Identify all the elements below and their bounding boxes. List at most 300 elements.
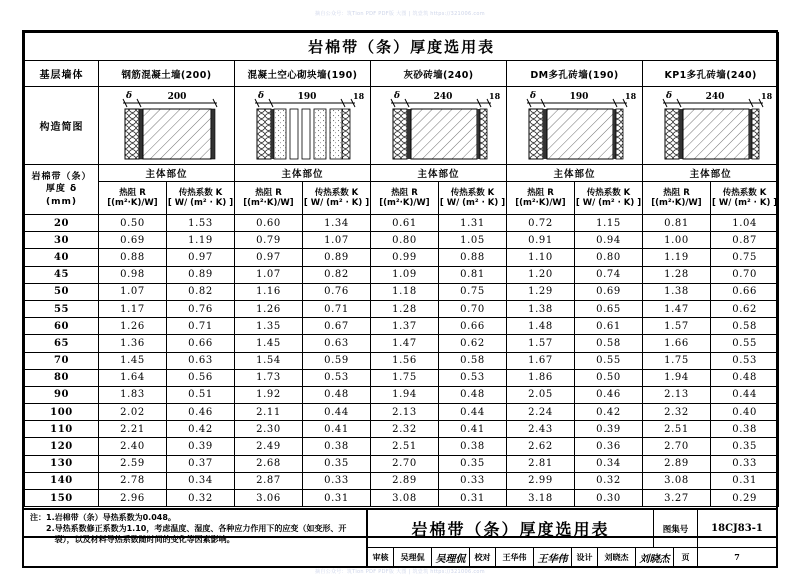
review-label: 审核 (368, 548, 394, 566)
section-label-2: 主体部位 (235, 165, 371, 182)
heat-transfer-coefficient-value: 0.46 (167, 404, 235, 421)
k-label-2: 传热系数 K (314, 187, 359, 198)
thickness-value: 80 (25, 369, 99, 386)
r-label-1: 热阻 R (119, 187, 146, 198)
thickness-value: 130 (25, 455, 99, 472)
section-label-5: 主体部位 (643, 165, 779, 182)
k-label-3: 传热系数 K (450, 187, 495, 198)
thermal-resistance-value: 0.99 (371, 249, 439, 266)
thermal-resistance-value: 2.02 (99, 404, 167, 421)
heat-transfer-coefficient-value: 0.67 (303, 318, 371, 335)
signature-row (368, 548, 776, 566)
thermal-resistance-value: 0.60 (235, 215, 303, 232)
thickness-value: 70 (25, 352, 99, 369)
heat-transfer-coefficient-value: 0.56 (167, 369, 235, 386)
thermal-resistance-value: 2.51 (371, 438, 439, 455)
heat-transfer-coefficient-value: 0.65 (575, 300, 643, 317)
k-label-4: 传热系数 K (586, 187, 631, 198)
table-row (25, 438, 779, 455)
selection-table (24, 32, 779, 507)
thermal-resistance-value: 2.13 (371, 404, 439, 421)
heat-transfer-coefficient-value: 0.31 (303, 490, 371, 507)
heat-transfer-coefficient-value: 0.48 (439, 386, 507, 403)
r-header-2 (235, 182, 303, 215)
diagram-kp1-perforated-brick-wall (643, 87, 779, 165)
diagram-lime-sand-brick-wall (371, 87, 507, 165)
thickness-value: 30 (25, 232, 99, 249)
heat-transfer-coefficient-value: 0.35 (439, 455, 507, 472)
heat-transfer-coefficient-value: 0.53 (303, 369, 371, 386)
heat-transfer-coefficient-value: 1.34 (303, 215, 371, 232)
heat-transfer-coefficient-value: 0.39 (575, 421, 643, 438)
heat-transfer-coefficient-value: 0.59 (303, 352, 371, 369)
thickness-label-3: (mm) (46, 196, 77, 207)
thermal-resistance-value: 2.13 (643, 386, 711, 403)
heat-transfer-coefficient-value: 0.36 (575, 438, 643, 455)
thermal-resistance-value: 1.07 (99, 283, 167, 300)
heat-transfer-coefficient-value: 0.81 (439, 266, 507, 283)
thermal-resistance-value: 2.32 (371, 421, 439, 438)
thermal-resistance-value: 2.81 (507, 455, 575, 472)
title-block-title: 岩棉带（条）厚度选用表 (368, 510, 654, 547)
heat-transfer-coefficient-value: 0.41 (303, 421, 371, 438)
diagram-svg-1 (101, 89, 233, 163)
heat-transfer-coefficient-value: 0.44 (711, 386, 779, 403)
thermal-resistance-value: 2.05 (507, 386, 575, 403)
r-label-3: 热阻 R (391, 187, 418, 198)
thermal-resistance-value: 0.61 (371, 215, 439, 232)
heat-transfer-coefficient-value: 0.34 (167, 472, 235, 489)
heat-transfer-coefficient-value: 0.38 (439, 438, 507, 455)
thermal-resistance-value: 1.48 (507, 318, 575, 335)
section-label-1: 主体部位 (99, 165, 235, 182)
heat-transfer-coefficient-value: 0.55 (575, 352, 643, 369)
base-wall-label: 基层墙体 (25, 61, 99, 87)
thermal-resistance-value: 1.37 (371, 318, 439, 335)
thermal-resistance-value: 1.86 (507, 369, 575, 386)
r-label-4: 热阻 R (527, 187, 554, 198)
thermal-resistance-value: 1.83 (99, 386, 167, 403)
table-row (25, 318, 779, 335)
r-unit-5: [(m²·K)/W] (651, 198, 702, 208)
thermal-resistance-value: 1.09 (371, 266, 439, 283)
k-header-1 (167, 182, 235, 215)
thermal-resistance-value: 1.28 (643, 266, 711, 283)
dim-extra-3: 18 (488, 90, 500, 101)
review-name: 吴理侃 (394, 548, 432, 566)
table-row (25, 232, 779, 249)
watermark-top: 摘自公众号：筑Tion PDF PDF版 大图 | 筑壹筑 https://321006.com (315, 11, 485, 17)
k-header-4 (575, 182, 643, 215)
page-title: 岩棉带（条）厚度选用表 (25, 33, 779, 61)
heat-transfer-coefficient-value: 0.42 (575, 404, 643, 421)
k-unit-4: [ W/ (m² · K) ] (575, 198, 642, 208)
thermal-resistance-value: 1.38 (507, 300, 575, 317)
heat-transfer-coefficient-value: 0.76 (167, 300, 235, 317)
thermal-resistance-value: 3.18 (507, 490, 575, 507)
thickness-value: 65 (25, 335, 99, 352)
dim-main-1: 200 (167, 91, 186, 102)
r-header-1 (99, 182, 167, 215)
thickness-header-cell (25, 165, 99, 215)
k-unit-2: [ W/ (m² · K) ] (303, 198, 370, 208)
heat-transfer-coefficient-value: 0.94 (575, 232, 643, 249)
k-label-1: 传热系数 K (178, 187, 223, 198)
heat-transfer-coefficient-value: 0.34 (575, 455, 643, 472)
heat-transfer-coefficient-value: 0.33 (711, 455, 779, 472)
heat-transfer-coefficient-value: 1.19 (167, 232, 235, 249)
thermal-resistance-value: 1.45 (99, 352, 167, 369)
r-label-5: 热阻 R (663, 187, 690, 198)
thermal-resistance-value: 1.17 (99, 300, 167, 317)
title-block-main (368, 510, 776, 548)
heat-transfer-coefficient-value: 1.07 (303, 232, 371, 249)
heat-transfer-coefficient-value: 0.61 (575, 318, 643, 335)
heat-transfer-coefficient-value: 0.69 (575, 283, 643, 300)
r-unit-3: [(m²·K)/W] (379, 198, 430, 208)
thermal-resistance-value: 2.62 (507, 438, 575, 455)
heat-transfer-coefficient-value: 0.71 (303, 300, 371, 317)
thermal-resistance-value: 2.24 (507, 404, 575, 421)
thermal-resistance-value: 0.72 (507, 215, 575, 232)
thickness-value: 110 (25, 421, 99, 438)
heat-transfer-coefficient-value: 0.88 (439, 249, 507, 266)
heat-transfer-coefficient-value: 0.82 (167, 283, 235, 300)
proofread-label: 校对 (470, 548, 496, 566)
thermal-resistance-value: 0.81 (643, 215, 711, 232)
thermal-resistance-value: 2.99 (507, 472, 575, 489)
table-row (25, 249, 779, 266)
heat-transfer-coefficient-value: 0.62 (711, 300, 779, 317)
dim-extra-2: 18 (352, 90, 364, 101)
heat-transfer-coefficient-value: 0.89 (303, 249, 371, 266)
thermal-resistance-value: 1.26 (235, 300, 303, 317)
heat-transfer-coefficient-value: 0.70 (439, 300, 507, 317)
atlas-number-label: 图集号 (654, 510, 698, 547)
dim-main-3: 240 (433, 91, 452, 102)
thermal-resistance-value: 1.57 (643, 318, 711, 335)
heat-transfer-coefficient-value: 0.32 (575, 472, 643, 489)
r-unit-2: [(m²·K)/W] (243, 198, 294, 208)
heat-transfer-coefficient-value: 0.75 (439, 283, 507, 300)
thermal-resistance-value: 1.75 (643, 352, 711, 369)
thermal-resistance-value: 1.66 (643, 335, 711, 352)
thickness-value: 45 (25, 266, 99, 283)
heat-transfer-coefficient-value: 0.70 (711, 266, 779, 283)
wall-type-5: KP1多孔砖墙(240) (643, 61, 779, 87)
design-name: 刘晓杰 (598, 548, 636, 566)
drawing-frame (22, 30, 778, 538)
heat-transfer-coefficient-value: 0.51 (167, 386, 235, 403)
section-header-row (25, 165, 779, 182)
table-row (25, 215, 779, 232)
thermal-resistance-value: 1.16 (235, 283, 303, 300)
heat-transfer-coefficient-value: 0.32 (167, 490, 235, 507)
thermal-resistance-value: 2.78 (99, 472, 167, 489)
thermal-resistance-value: 3.08 (643, 472, 711, 489)
heat-transfer-coefficient-value: 0.58 (575, 335, 643, 352)
thermal-resistance-value: 2.70 (643, 438, 711, 455)
thermal-resistance-value: 0.80 (371, 232, 439, 249)
notes-heading: 注： (30, 513, 46, 522)
thickness-value: 50 (25, 283, 99, 300)
thermal-resistance-value: 2.49 (235, 438, 303, 455)
heat-transfer-coefficient-value: 0.87 (711, 232, 779, 249)
heat-transfer-coefficient-value: 0.53 (711, 352, 779, 369)
thermal-resistance-value: 1.29 (507, 283, 575, 300)
heat-transfer-coefficient-value: 0.66 (167, 335, 235, 352)
heat-transfer-coefficient-value: 0.38 (303, 438, 371, 455)
heat-transfer-coefficient-value: 0.76 (303, 283, 371, 300)
thermal-resistance-value: 2.11 (235, 404, 303, 421)
table-row (25, 369, 779, 386)
thermal-resistance-value: 1.67 (507, 352, 575, 369)
thermal-resistance-value: 1.36 (99, 335, 167, 352)
thermal-resistance-value: 3.27 (643, 490, 711, 507)
note-number-2: 2. (46, 523, 55, 533)
thermal-resistance-value: 1.75 (371, 369, 439, 386)
r-unit-1: [(m²·K)/W] (107, 198, 158, 208)
sheet-footer (22, 508, 778, 568)
note-item-2 (30, 524, 362, 546)
thermal-resistance-value: 2.87 (235, 472, 303, 489)
heat-transfer-coefficient-value: 0.50 (575, 369, 643, 386)
thermal-resistance-value: 2.32 (643, 404, 711, 421)
heat-transfer-coefficient-value: 0.33 (303, 472, 371, 489)
thermal-resistance-value: 1.47 (643, 300, 711, 317)
heat-transfer-coefficient-value: 0.29 (711, 490, 779, 507)
heat-transfer-coefficient-value: 0.44 (439, 404, 507, 421)
thickness-value: 120 (25, 438, 99, 455)
thermal-resistance-value: 1.47 (371, 335, 439, 352)
table-body (25, 215, 779, 507)
heat-transfer-coefficient-value: 0.40 (711, 404, 779, 421)
table-row (25, 490, 779, 507)
heat-transfer-coefficient-value: 1.05 (439, 232, 507, 249)
wall-type-1: 钢筋混凝土墙(200) (99, 61, 235, 87)
wall-type-4: DM多孔砖墙(190) (507, 61, 643, 87)
diagram-label: 构造简图 (25, 87, 99, 165)
thermal-resistance-value: 2.40 (99, 438, 167, 455)
thermal-resistance-value: 1.00 (643, 232, 711, 249)
diagram-row (25, 87, 779, 165)
thermal-resistance-value: 2.68 (235, 455, 303, 472)
diagram-svg-5 (645, 89, 777, 163)
thickness-value: 140 (25, 472, 99, 489)
table-row (25, 404, 779, 421)
k-unit-5: [ W/ (m² · K) ] (711, 198, 778, 208)
table-title-row (25, 33, 779, 61)
note-item-1 (30, 513, 362, 524)
thermal-resistance-value: 0.97 (235, 249, 303, 266)
dim-main-2: 190 (297, 91, 316, 102)
note-text-1: 岩棉带（条）导热系数为0.048。 (54, 513, 176, 522)
heat-transfer-coefficient-value: 0.63 (167, 352, 235, 369)
table-row (25, 472, 779, 489)
r-label-2: 热阻 R (255, 187, 282, 198)
thermal-resistance-value: 1.38 (643, 283, 711, 300)
thermal-resistance-value: 0.91 (507, 232, 575, 249)
heat-transfer-coefficient-value: 0.42 (167, 421, 235, 438)
dim-delta-5: δ (665, 90, 672, 101)
heat-transfer-coefficient-value: 0.62 (439, 335, 507, 352)
k-header-3 (439, 182, 507, 215)
k-unit-3: [ W/ (m² · K) ] (439, 198, 506, 208)
thermal-resistance-value: 1.07 (235, 266, 303, 283)
thermal-resistance-value: 1.28 (371, 300, 439, 317)
thermal-resistance-value: 0.88 (99, 249, 167, 266)
heat-transfer-coefficient-value: 0.80 (575, 249, 643, 266)
k-header-2 (303, 182, 371, 215)
thermal-resistance-value: 1.26 (99, 318, 167, 335)
table-row (25, 421, 779, 438)
heat-transfer-coefficient-value: 0.58 (711, 318, 779, 335)
table-row (25, 266, 779, 283)
dim-extra-5: 18 (760, 90, 772, 101)
thickness-value: 150 (25, 490, 99, 507)
thermal-resistance-value: 0.79 (235, 232, 303, 249)
heat-transfer-coefficient-value: 0.48 (711, 369, 779, 386)
heat-transfer-coefficient-value: 0.48 (303, 386, 371, 403)
heat-transfer-coefficient-value: 0.66 (711, 283, 779, 300)
thermal-resistance-value: 2.51 (643, 421, 711, 438)
r-header-4 (507, 182, 575, 215)
thermal-resistance-value: 1.19 (643, 249, 711, 266)
thermal-resistance-value: 0.98 (99, 266, 167, 283)
thermal-resistance-value: 1.18 (371, 283, 439, 300)
atlas-number-value: 18CJ83-1 (711, 523, 763, 534)
heat-transfer-coefficient-value: 1.04 (711, 215, 779, 232)
thickness-value: 100 (25, 404, 99, 421)
dim-delta-3: δ (393, 90, 400, 101)
thermal-resistance-value: 2.43 (507, 421, 575, 438)
table-row (25, 300, 779, 317)
thermal-resistance-value: 3.06 (235, 490, 303, 507)
notes-block (22, 508, 367, 568)
thermal-resistance-value: 1.54 (235, 352, 303, 369)
heat-transfer-coefficient-value: 0.35 (303, 455, 371, 472)
heat-transfer-coefficient-value: 0.38 (711, 421, 779, 438)
thermal-resistance-value: 2.96 (99, 490, 167, 507)
heat-transfer-coefficient-value: 0.71 (167, 318, 235, 335)
heat-transfer-coefficient-value: 0.46 (575, 386, 643, 403)
table-row (25, 335, 779, 352)
heat-transfer-coefficient-value: 0.30 (575, 490, 643, 507)
unit-header-row (25, 182, 779, 215)
thickness-value: 90 (25, 386, 99, 403)
thermal-resistance-value: 1.10 (507, 249, 575, 266)
proofread-name: 王华伟 (496, 548, 534, 566)
heat-transfer-coefficient-value: 0.82 (303, 266, 371, 283)
section-label-4: 主体部位 (507, 165, 643, 182)
k-unit-1: [ W/ (m² · K) ] (167, 198, 234, 208)
dim-main-4: 190 (569, 91, 588, 102)
thickness-value: 60 (25, 318, 99, 335)
dim-extra-4: 18 (624, 90, 636, 101)
thickness-value: 20 (25, 215, 99, 232)
page-value: 7 (734, 552, 740, 562)
table-row (25, 352, 779, 369)
heat-transfer-coefficient-value: 0.44 (303, 404, 371, 421)
review-signature: 吴理侃 (432, 548, 470, 566)
table-row (25, 283, 779, 300)
heat-transfer-coefficient-value: 0.75 (711, 249, 779, 266)
thermal-resistance-value: 2.70 (371, 455, 439, 472)
heat-transfer-coefficient-value: 0.53 (439, 369, 507, 386)
section-label-3: 主体部位 (371, 165, 507, 182)
heat-transfer-coefficient-value: 0.55 (711, 335, 779, 352)
heat-transfer-coefficient-value: 0.31 (439, 490, 507, 507)
thermal-resistance-value: 2.30 (235, 421, 303, 438)
wall-type-3: 灰砂砖墙(240) (371, 61, 507, 87)
heat-transfer-coefficient-value: 0.39 (167, 438, 235, 455)
k-header-5 (711, 182, 779, 215)
note-number-1: 1. (46, 513, 55, 522)
design-signature: 刘晓杰 (636, 548, 674, 566)
thermal-resistance-value: 1.92 (235, 386, 303, 403)
heat-transfer-coefficient-value: 0.97 (167, 249, 235, 266)
diagram-svg-4 (509, 89, 641, 163)
diagram-svg-2 (237, 89, 369, 163)
table-row (25, 455, 779, 472)
thermal-resistance-value: 2.89 (371, 472, 439, 489)
diagram-dm-perforated-brick-wall (507, 87, 643, 165)
r-header-5 (643, 182, 711, 215)
wall-type-header-row (25, 61, 779, 87)
thermal-resistance-value: 1.20 (507, 266, 575, 283)
dim-main-5: 240 (705, 91, 724, 102)
thermal-resistance-value: 1.94 (371, 386, 439, 403)
heat-transfer-coefficient-value: 0.58 (439, 352, 507, 369)
heat-transfer-coefficient-value: 1.53 (167, 215, 235, 232)
diagram-concrete-wall (99, 87, 235, 165)
thermal-resistance-value: 1.45 (235, 335, 303, 352)
design-label: 设计 (572, 548, 598, 566)
diagram-svg-3 (373, 89, 505, 163)
thermal-resistance-value: 1.64 (99, 369, 167, 386)
thickness-value: 40 (25, 249, 99, 266)
wall-type-2: 混凝土空心砌块墙(190) (235, 61, 371, 87)
page-label: 页 (674, 548, 698, 566)
thermal-resistance-value: 1.94 (643, 369, 711, 386)
table-row (25, 386, 779, 403)
thermal-resistance-value: 3.08 (371, 490, 439, 507)
thermal-resistance-value: 1.57 (507, 335, 575, 352)
heat-transfer-coefficient-value: 0.33 (439, 472, 507, 489)
thermal-resistance-value: 1.56 (371, 352, 439, 369)
thermal-resistance-value: 0.50 (99, 215, 167, 232)
dim-delta-2: δ (257, 90, 264, 101)
heat-transfer-coefficient-value: 0.31 (711, 472, 779, 489)
heat-transfer-coefficient-value: 1.31 (439, 215, 507, 232)
thermal-resistance-value: 2.59 (99, 455, 167, 472)
r-header-3 (371, 182, 439, 215)
diagram-hollow-block-wall (235, 87, 371, 165)
heat-transfer-coefficient-value: 0.41 (439, 421, 507, 438)
thermal-resistance-value: 1.35 (235, 318, 303, 335)
r-unit-4: [(m²·K)/W] (515, 198, 566, 208)
thickness-label-1: 岩棉带（条） (31, 172, 92, 183)
watermark-bottom: 摘自公众号：筑Tion PDF PDF版 大图 | 筑壹筑 https://321006.com (315, 569, 485, 575)
thermal-resistance-value: 0.69 (99, 232, 167, 249)
k-label-5: 传热系数 K (722, 187, 767, 198)
thermal-resistance-value: 2.21 (99, 421, 167, 438)
heat-transfer-coefficient-value: 1.15 (575, 215, 643, 232)
dim-delta-1: δ (125, 90, 132, 101)
heat-transfer-coefficient-value: 0.37 (167, 455, 235, 472)
heat-transfer-coefficient-value: 0.63 (303, 335, 371, 352)
thermal-resistance-value: 2.89 (643, 455, 711, 472)
